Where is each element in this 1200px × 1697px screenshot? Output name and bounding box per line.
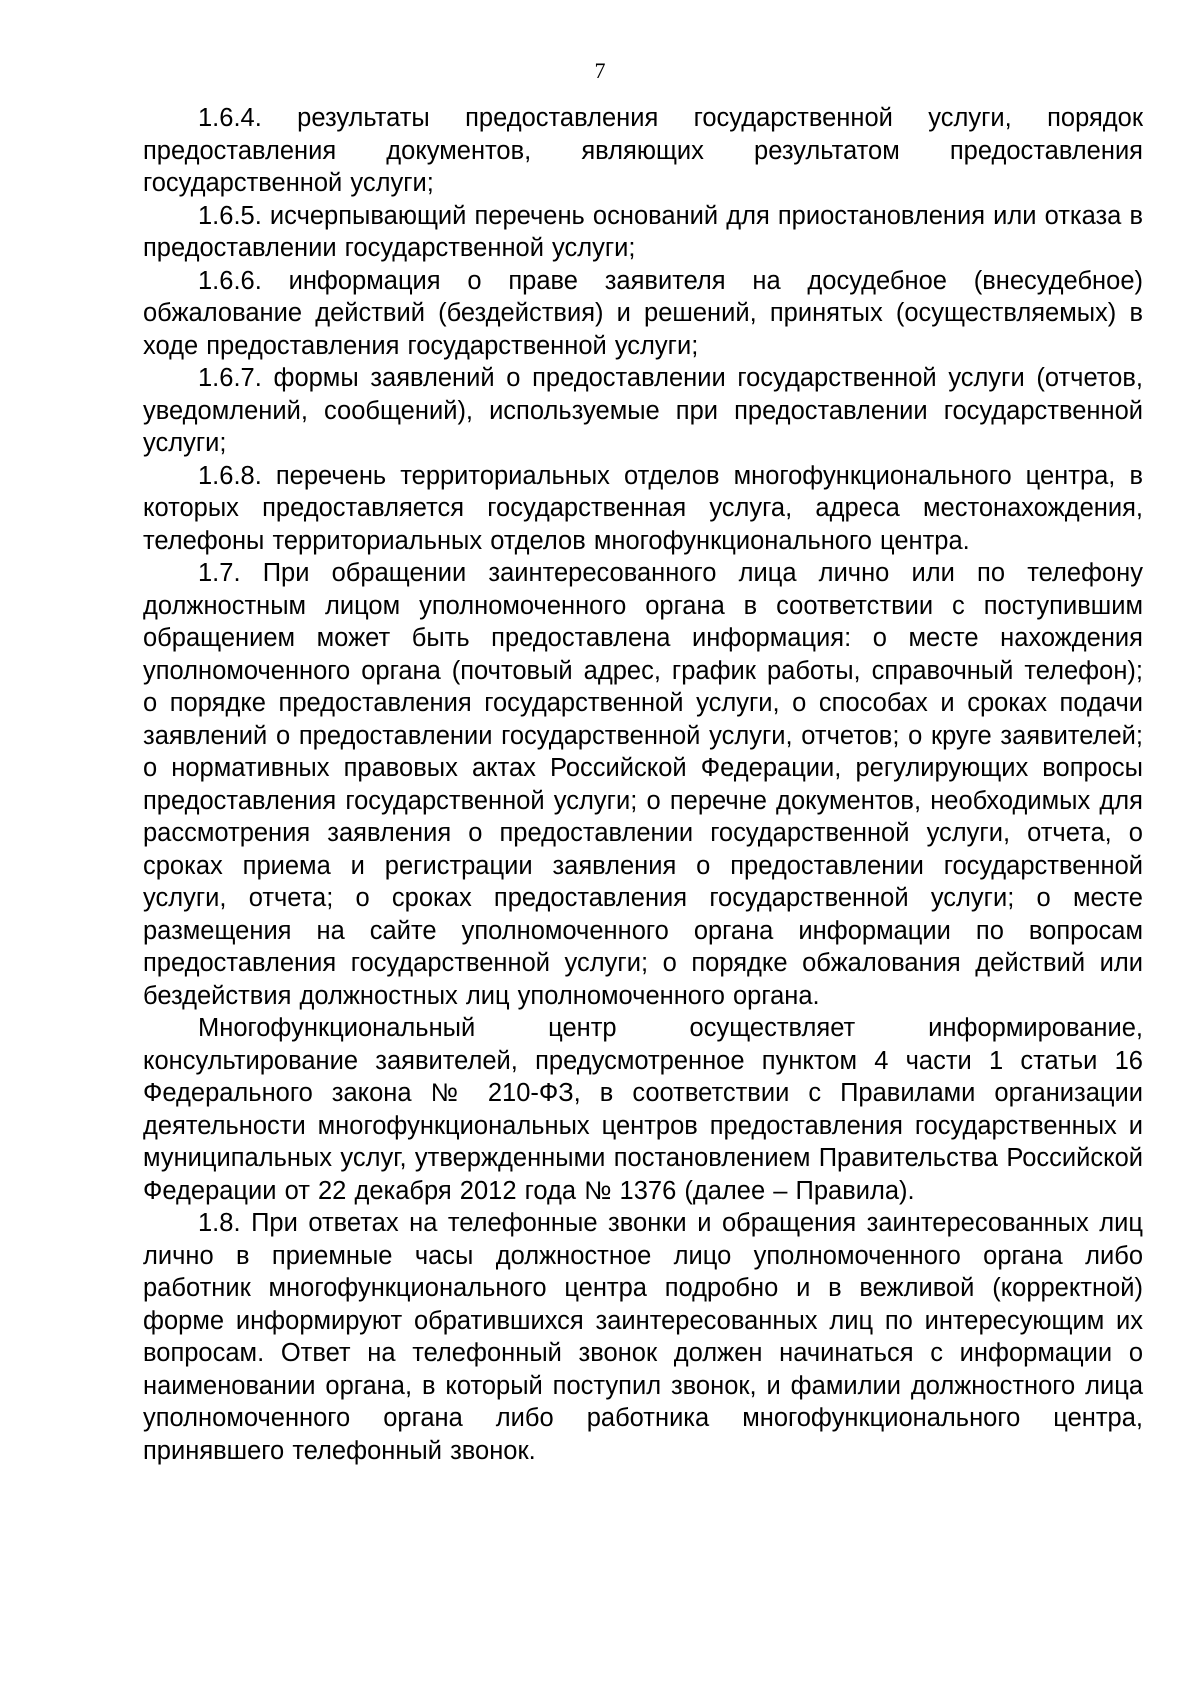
paragraph-1-6-5: 1.6.5. исчерпывающий перечень оснований для приостановления или отказа в предоставлении государственной услуги; [143,201,1143,262]
page-number: 7 [594,58,606,83]
document-body [143,102,1143,1467]
paragraph-1-6-7: 1.6.7. формы заявлений о предоставлении государственной услуги (отчетов, уведомлений, сообщений), используемые при предоставлении государственной услуги; [143,364,1143,457]
paragraph-1-6-6: 1.6.6. информация о праве заявителя на досудебное (внесудебное) обжалование действий (бездействия) и решений, принятых (осуществляемых) в ходе предоставления государственной услуги; [143,266,1143,360]
paragraph-1-6-4: 1.6.4. результаты предоставления государственной услуги, порядок предоставления документов, являющих результатом предоставления государственной услуги; [143,104,1143,197]
paragraph-1-7: 1.7. При обращении заинтересованного лица лично или по телефону должностным лицом уполномоченного органа в соответствии с поступившим обращением может быть предоставлена информация: о месте нахождения уполномоченного органа (почтовый адрес, график работы, справочный телефон); о порядке предоставления государственной услуги, о способах и сроках подачи заявлений о предоставлении государственной услуги, отчетов; о круге заявителей; о нормативных правовых актах Российской Федерации, регулирующих вопросы предоставления государственной услуги; о перечне документов, необходимых для рассмотрения заявления о предоставлении государственной услуги, отчета, о сроках приема и регистрации заявления о предоставлении государственной услуги, отчета; о сроках предоставления государственной услуги; о месте размещения на сайте уполномоченного органа информации по вопросам предоставления государственной услуги; о порядке обжалования действий или бездействия должностных лиц уполномоченного органа. [143,559,1143,1010]
paragraph-1-6-8: 1.6.8. перечень территориальных отделов многофункционального центра, в которых предоставляется государственная услуга, адреса местонахождения, телефоны территориальных отделов многофункционального центра. [143,461,1143,555]
paragraph-1-8: 1.8. При ответах на телефонные звонки и обращения заинтересованных лиц лично в приемные часы должностное лицо уполномоченного органа либо работник многофункционального центра подробно и в вежливой (корректной) форме информируют обратившихся заинтересованных лиц по интересующим их вопросам. Ответ на телефонный звонок должен начинаться с информации о наименовании органа, в который поступил звонок, и фамилии должностного лица уполномоченного органа либо работника многофункционального центра, принявшего телефонный звонок. [143,1209,1143,1465]
paragraph-mfc-informing: Многофункциональный центр осуществляет информирование, консультирование заявителей, предусмотренное пунктом 4 части 1 статьи 16 Федерального закона № 210-ФЗ, в соответствии с Правилами организации деятельности многофункциональных центров предоставления государственных и муниципальных услуг, утвержденными постановлением Правительства Российской Федерации от 22 декабря 2012 года № 1376 (далее – Правила). [143,1014,1143,1205]
